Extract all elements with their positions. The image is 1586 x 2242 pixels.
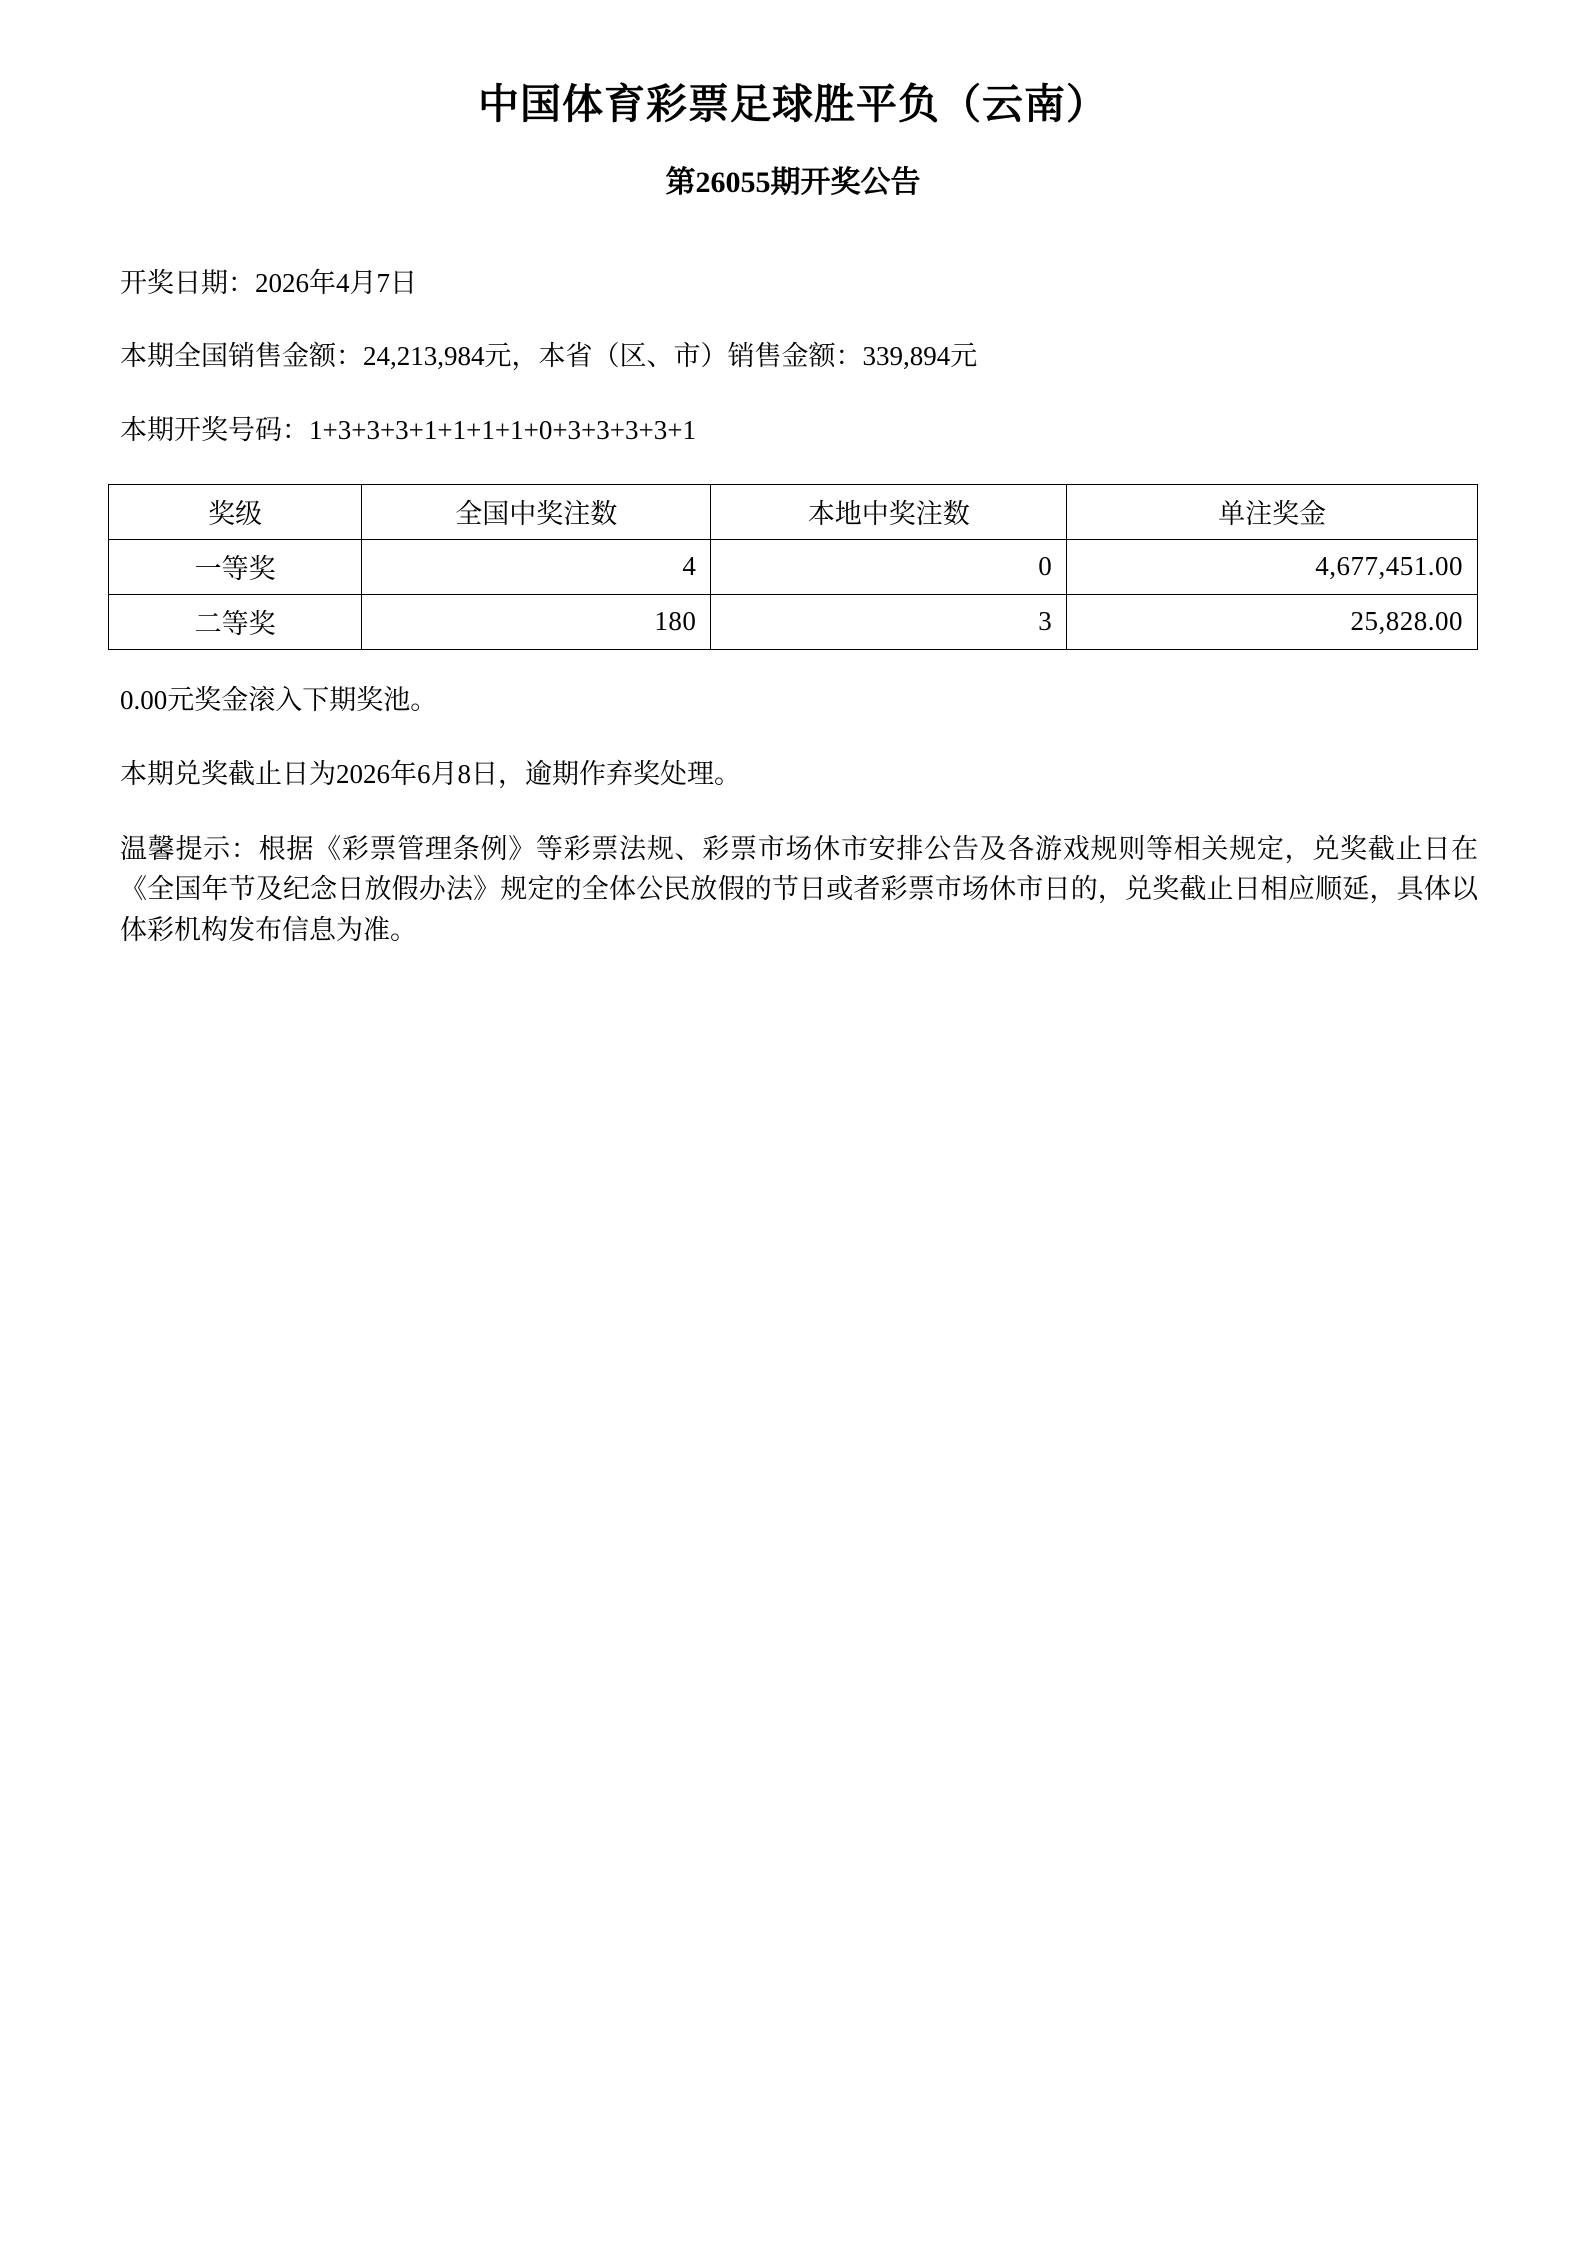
warm-tips-line: 温馨提示：根据《彩票管理条例》等彩票法规、彩票市场休市安排公告及各游戏规则等相关规定，兑奖截止日在《全国年节及纪念日放假办法》规定的全体公民放假的节日或者彩票市场休市日的，兑奖截止日相应顺延，具体以体彩机构发布信息为准。 [120, 833, 1478, 945]
table-header-row [109, 484, 1478, 539]
cell-level: 二等奖 [109, 594, 362, 649]
column-header-national-count: 全国中奖注数 [362, 484, 711, 539]
cell-national-count: 180 [362, 594, 711, 649]
winning-numbers-line: 本期开奖号码：1+3+3+3+1+1+1+1+0+3+3+3+3+1 [120, 414, 696, 445]
cell-prize-per-bet: 25,828.00 [1067, 594, 1478, 649]
page-subtitle: 第26055期开奖公告 [665, 166, 921, 200]
cell-local-count: 0 [711, 539, 1067, 594]
prize-table [108, 484, 1478, 650]
claim-deadline-line: 本期兑奖截止日为2026年6月8日，逾期作弃奖处理。 [120, 759, 741, 790]
column-header-level: 奖级 [109, 484, 362, 539]
cell-prize-per-bet: 4,677,451.00 [1067, 539, 1478, 594]
table-row [109, 594, 1478, 649]
cell-level: 一等奖 [109, 539, 362, 594]
footer-notes [108, 680, 1478, 951]
column-header-local-count: 本地中奖注数 [711, 484, 1067, 539]
table-row [109, 539, 1478, 594]
cell-local-count: 3 [711, 594, 1067, 649]
draw-date-line: 开奖日期：2026年4月7日 [120, 268, 417, 299]
rollover-line: 0.00元奖金滚入下期奖池。 [120, 684, 438, 715]
cell-national-count: 4 [362, 539, 711, 594]
column-header-prize: 单注奖金 [1067, 484, 1478, 539]
sales-amount-line: 本期全国销售金额：24,213,984元，本省（区、市）销售金额：339,894元 [120, 341, 978, 372]
page-title: 中国体育彩票足球胜平负（云南） [478, 81, 1108, 127]
draw-info-block [108, 264, 1478, 449]
